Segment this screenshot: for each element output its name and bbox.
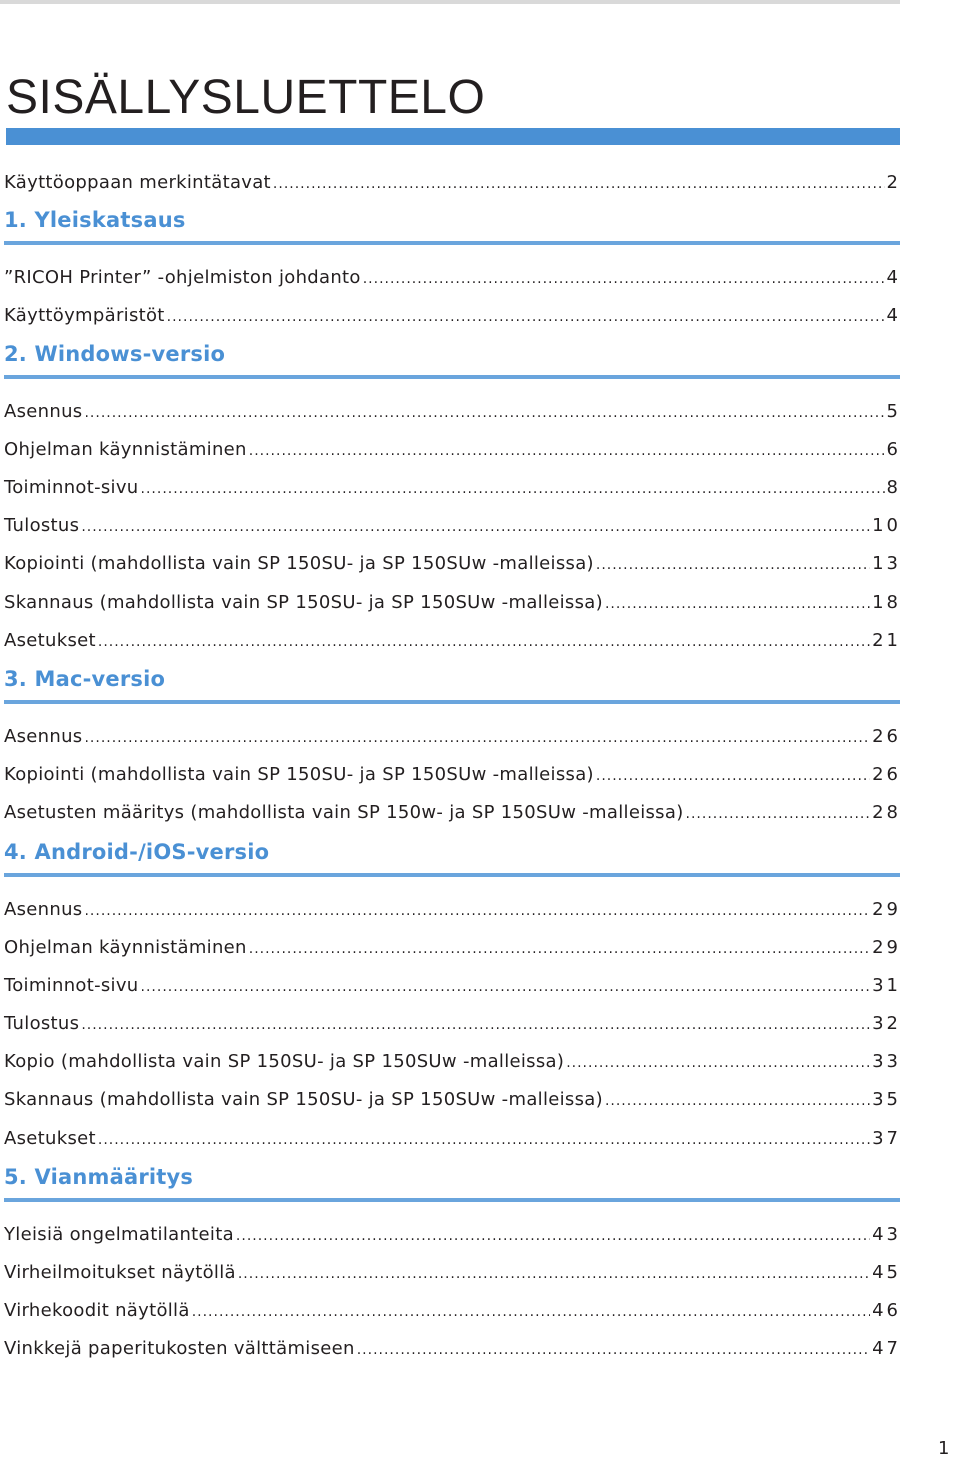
toc-entry-page: 45 — [872, 1262, 901, 1283]
toc-entry-page: 37 — [872, 1128, 901, 1149]
dot-leader — [84, 725, 870, 751]
toc-entry-page: 29 — [872, 899, 901, 920]
dot-leader — [192, 1299, 870, 1325]
toc-entry-text: Kopiointi (mahdollista vain SP 150SU- ja SP 150SUw -malleissa) — [4, 553, 594, 574]
toc-entry-text: Yleisiä ongelmatilanteita — [4, 1224, 234, 1245]
dot-leader — [141, 476, 885, 502]
toc-entry-text: Tulostus — [4, 515, 80, 536]
toc-entry[interactable] — [4, 513, 901, 539]
toc-entry-text: Käyttöympäristöt — [4, 305, 165, 326]
toc-entry-page: 10 — [872, 515, 901, 536]
toc-entry-text: Käyttöoppaan merkintätavat — [4, 172, 271, 193]
dot-leader — [566, 1050, 870, 1076]
dot-leader — [84, 400, 884, 426]
toc-entry-text: Ohjelman käynnistäminen — [4, 439, 247, 460]
dot-leader — [141, 974, 871, 1000]
chapter-heading[interactable] — [4, 838, 900, 878]
chapter-heading[interactable] — [4, 340, 900, 380]
toc-entry[interactable] — [4, 1126, 901, 1152]
toc-entry-page: 5 — [886, 401, 901, 422]
toc-entry-text: Virheilmoitukset näytöllä — [4, 1262, 236, 1283]
dot-leader — [84, 898, 870, 924]
toc-entry-page: 43 — [872, 1224, 901, 1245]
chapter-rule — [4, 873, 900, 877]
toc-entry-page: 31 — [872, 975, 901, 996]
toc-entry-page: 33 — [872, 1051, 901, 1072]
chapter-rule — [4, 700, 900, 704]
toc-entry[interactable] — [4, 1260, 901, 1286]
toc-entry[interactable] — [4, 897, 901, 923]
chapter-heading[interactable] — [4, 665, 900, 705]
dot-leader — [236, 1223, 870, 1249]
top-rule — [0, 0, 900, 4]
toc-entry[interactable] — [4, 303, 901, 329]
chapter-rule — [4, 1198, 900, 1202]
toc-entry[interactable] — [4, 800, 901, 826]
toc-entry-text: Asennus — [4, 899, 83, 920]
chapter-title: 3. Mac-versio — [4, 667, 166, 691]
toc-entry-text: Vinkkejä paperitukosten välttämiseen — [4, 1338, 355, 1359]
toc-entry-text: Skannaus (mahdollista vain SP 150SU- ja SP 150SUw -malleissa) — [4, 1089, 603, 1110]
toc-entry[interactable] — [4, 437, 901, 463]
toc-entry[interactable] — [4, 1011, 901, 1037]
title-bar — [6, 128, 900, 145]
dot-leader — [273, 171, 885, 197]
dot-leader — [357, 1337, 870, 1363]
page-number: 1 — [938, 1438, 950, 1459]
toc-entry[interactable] — [4, 935, 901, 961]
dot-leader — [249, 936, 870, 962]
dot-leader — [98, 1127, 870, 1153]
toc-entry-page: 18 — [872, 592, 901, 613]
chapter-title: 2. Windows-versio — [4, 342, 226, 366]
toc-entry[interactable] — [4, 1222, 901, 1248]
toc-entry-text: ”RICOH Printer” -ohjelmiston johdanto — [4, 267, 361, 288]
toc-entry-text: Asetukset — [4, 630, 96, 651]
toc-entry-text: Asetukset — [4, 1128, 96, 1149]
toc-entry-text: Kopiointi (mahdollista vain SP 150SU- ja SP 150SUw -malleissa) — [4, 764, 594, 785]
toc-entry[interactable] — [4, 973, 901, 999]
dot-leader — [81, 1012, 870, 1038]
toc-entry[interactable] — [4, 590, 901, 616]
dot-leader — [81, 514, 870, 540]
chapter-title: 1. Yleiskatsaus — [4, 208, 186, 232]
toc-entry-page: 4 — [886, 267, 901, 288]
toc-entry[interactable] — [4, 551, 901, 577]
toc-entry[interactable] — [4, 762, 901, 788]
toc-entry-page: 13 — [872, 553, 901, 574]
toc-entry[interactable] — [4, 475, 901, 501]
toc-entry[interactable] — [4, 399, 901, 425]
chapter-rule — [4, 375, 900, 379]
toc-entry-text: Kopio (mahdollista vain SP 150SU- ja SP 150SUw -malleissa) — [4, 1051, 565, 1072]
toc-entry[interactable] — [4, 1087, 901, 1113]
toc-entry-text: Ohjelman käynnistäminen — [4, 937, 247, 958]
dot-leader — [605, 1088, 870, 1114]
toc-entry-page: 21 — [872, 630, 901, 651]
toc-entry[interactable] — [4, 1336, 901, 1362]
toc-entry-text: Asennus — [4, 401, 83, 422]
toc-entry-page: 6 — [886, 439, 901, 460]
dot-leader — [238, 1261, 870, 1287]
toc-entry[interactable] — [4, 170, 901, 196]
dot-leader — [605, 591, 870, 617]
dot-leader — [167, 304, 885, 330]
dot-leader — [686, 801, 871, 827]
toc-entry-page: 32 — [872, 1013, 901, 1034]
dot-leader — [363, 266, 885, 292]
toc-entry-text: Toiminnot-sivu — [4, 477, 139, 498]
chapter-heading[interactable] — [4, 206, 900, 246]
chapter-heading[interactable] — [4, 1163, 900, 1203]
toc-entry-page: 28 — [872, 802, 901, 823]
toc-entry-text: Skannaus (mahdollista vain SP 150SU- ja SP 150SUw -malleissa) — [4, 592, 603, 613]
dot-leader — [98, 629, 870, 655]
toc-entry-page: 8 — [886, 477, 901, 498]
dot-leader — [596, 552, 870, 578]
toc-entry-text: Asennus — [4, 726, 83, 747]
toc-entry[interactable] — [4, 628, 901, 654]
toc-entry-page: 26 — [872, 764, 901, 785]
dot-leader — [249, 438, 885, 464]
toc-entry-text: Tulostus — [4, 1013, 80, 1034]
page-title: SISÄLLYSLUETTELO — [6, 71, 486, 124]
dot-leader — [596, 763, 870, 789]
toc-entry-text: Toiminnot-sivu — [4, 975, 139, 996]
toc-entry-text: Asetusten määritys (mahdollista vain SP 150w- ja SP 150SUw -malleissa) — [4, 802, 684, 823]
toc-entry[interactable] — [4, 724, 901, 750]
toc-entry-page: 29 — [872, 937, 901, 958]
toc-entry[interactable] — [4, 265, 901, 291]
toc-entry-page: 4 — [886, 305, 901, 326]
toc-entry-page: 35 — [872, 1089, 901, 1110]
toc-entry-page: 26 — [872, 726, 901, 747]
toc-entry-page: 2 — [886, 172, 901, 193]
toc-entry-page: 47 — [872, 1338, 901, 1359]
toc-entry[interactable] — [4, 1049, 901, 1075]
chapter-title: 5. Vianmääritys — [4, 1165, 194, 1189]
toc-entry-page: 46 — [872, 1300, 901, 1321]
toc-entry-text: Virhekoodit näytöllä — [4, 1300, 190, 1321]
chapter-rule — [4, 241, 900, 245]
toc-entry[interactable] — [4, 1298, 901, 1324]
chapter-title: 4. Android-/iOS-versio — [4, 840, 270, 864]
